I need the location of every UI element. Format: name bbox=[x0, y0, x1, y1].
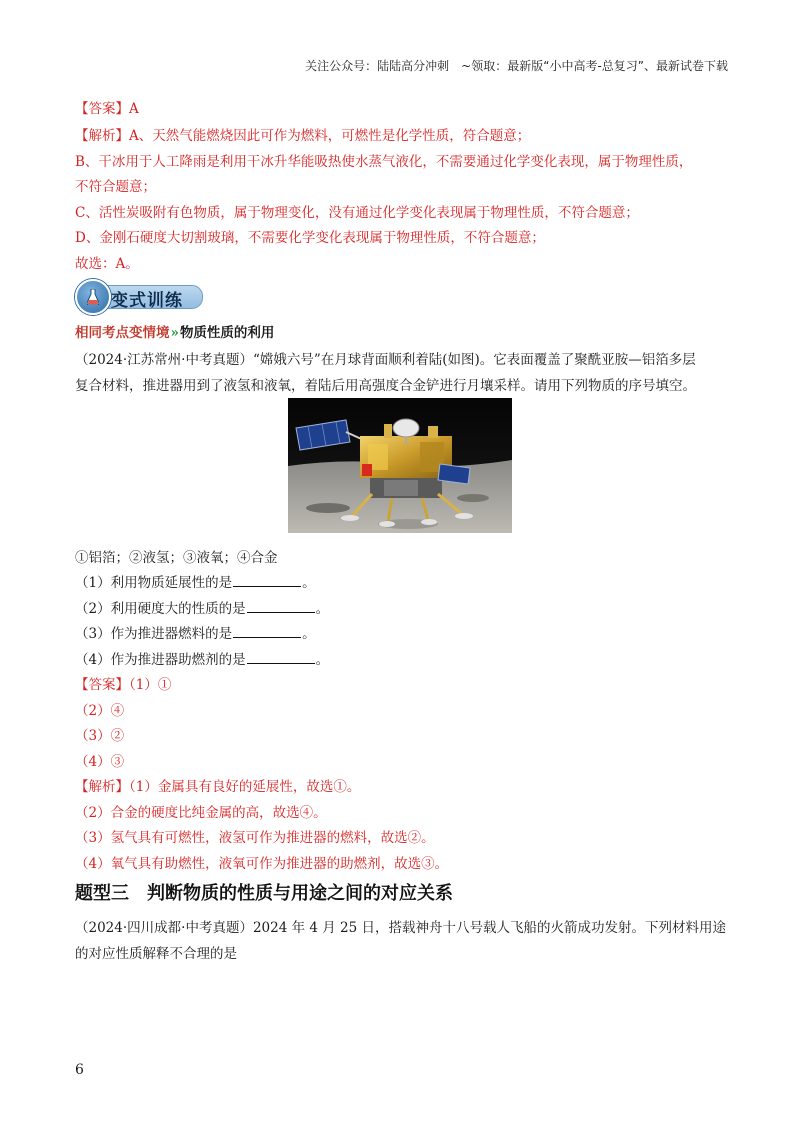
answer-value: A bbox=[129, 101, 139, 117]
item-prompt: （4）作为推进器助燃剂的是 bbox=[75, 652, 246, 668]
analysis-text: （1）金属具有良好的延展性，故选①。 bbox=[129, 779, 361, 795]
answer-line bbox=[75, 97, 139, 117]
analysis-line: （4）氧气具有助燃性，液氧可作为推进器的助燃剂，故选③。 bbox=[75, 856, 449, 872]
page-header: 关注公众号：陆陆高分冲刺 ~领取：最新版“小中高考-总复习”、最新试卷下载 bbox=[305, 59, 728, 73]
item-end: 。 bbox=[302, 575, 316, 591]
subheading-tag: 相同考点变情境 bbox=[75, 325, 170, 341]
item-end: 。 bbox=[302, 626, 316, 642]
flask-icon bbox=[75, 279, 111, 315]
analysis-label: 【解析】 bbox=[75, 128, 129, 144]
subheading-topic: 物质性质的利用 bbox=[179, 325, 275, 341]
question-line: （2024·江苏常州·中考真题）“嫦娥六号”在月球背面顺利着陆(如图)。它表面覆盖了聚酰亚胺—铝箔多层 bbox=[75, 352, 696, 368]
analysis-line: D、金刚石硬度大切割玻璃，不需要化学变化表现属于物理性质，不符合题意； bbox=[75, 230, 545, 246]
analysis-line: C、活性炭吸附有色物质，属于物理变化，没有通过化学变化表现属于物理性质，不符合题意； bbox=[75, 205, 639, 221]
analysis-line bbox=[75, 775, 360, 795]
answer-line: （3）② bbox=[75, 728, 125, 744]
question-item bbox=[75, 597, 329, 617]
section-title: 题型三 判断物质的性质与用途之间的对应关系 bbox=[75, 883, 453, 904]
answer-label: 【答案】 bbox=[75, 101, 129, 117]
answer-blank[interactable] bbox=[247, 651, 315, 664]
question-line: 的对应性质解释不合理的是 bbox=[75, 946, 237, 962]
answer-blank[interactable] bbox=[247, 600, 315, 613]
analysis-text: A、天然气能燃烧因此可作为燃料，可燃性是化学性质，符合题意； bbox=[129, 128, 531, 144]
lander-photo bbox=[288, 398, 512, 533]
question-line: 复合材料，推进器用到了液氢和液氧，着陆后用高强度合金铲进行月壤采样。请用下列物质的序号填空。 bbox=[75, 378, 696, 394]
item-end: 。 bbox=[315, 601, 330, 617]
item-prompt: （2）利用硬度大的性质的是 bbox=[75, 601, 246, 617]
analysis-label: 【解析】 bbox=[75, 779, 129, 795]
double-arrow-icon: » bbox=[170, 325, 179, 341]
answer-text: （1）① bbox=[129, 677, 172, 693]
answer-line bbox=[75, 673, 171, 693]
item-prompt: （1）利用物质延展性的是 bbox=[75, 575, 233, 591]
banner-title: 变式训练 bbox=[111, 291, 183, 311]
question-item bbox=[75, 571, 316, 591]
analysis-line bbox=[75, 124, 530, 144]
answer-blank[interactable] bbox=[233, 574, 301, 587]
item-prompt: （3）作为推进器燃料的是 bbox=[75, 626, 233, 642]
flask-glyph bbox=[87, 289, 99, 305]
analysis-line: （2）合金的硬度比纯金属的高，故选④。 bbox=[75, 805, 327, 821]
analysis-line: （3）氢气具有可燃性，液氢可作为推进器的燃料，故选②。 bbox=[75, 830, 435, 846]
question-line: （2024·四川成都·中考真题）2024 年 4 月 25 日，搭载神舟十八号载人飞船的火箭成功发射。下列材料用途 bbox=[75, 920, 727, 936]
options-line: ①铝箔；②液氢；③液氧；④合金 bbox=[75, 550, 278, 566]
answer-label: 【答案】 bbox=[75, 677, 129, 693]
question-item bbox=[75, 648, 329, 668]
page-number: 6 bbox=[75, 1062, 84, 1078]
answer-line: （4）③ bbox=[75, 754, 125, 770]
item-end: 。 bbox=[315, 652, 330, 668]
question-item bbox=[75, 622, 316, 642]
analysis-line: 故选：A。 bbox=[75, 256, 139, 272]
answer-line: （2）④ bbox=[75, 703, 125, 719]
lander-illustration bbox=[288, 398, 512, 533]
analysis-line: B、干冰用于人工降雨是利用干冰升华能吸热使水蒸气液化，不需要通过化学变化表现，属于物理性质， bbox=[75, 154, 693, 170]
subheading bbox=[75, 321, 274, 341]
variant-training-banner bbox=[75, 279, 205, 311]
answer-blank[interactable] bbox=[233, 625, 301, 638]
analysis-line: 不符合题意； bbox=[75, 179, 156, 195]
